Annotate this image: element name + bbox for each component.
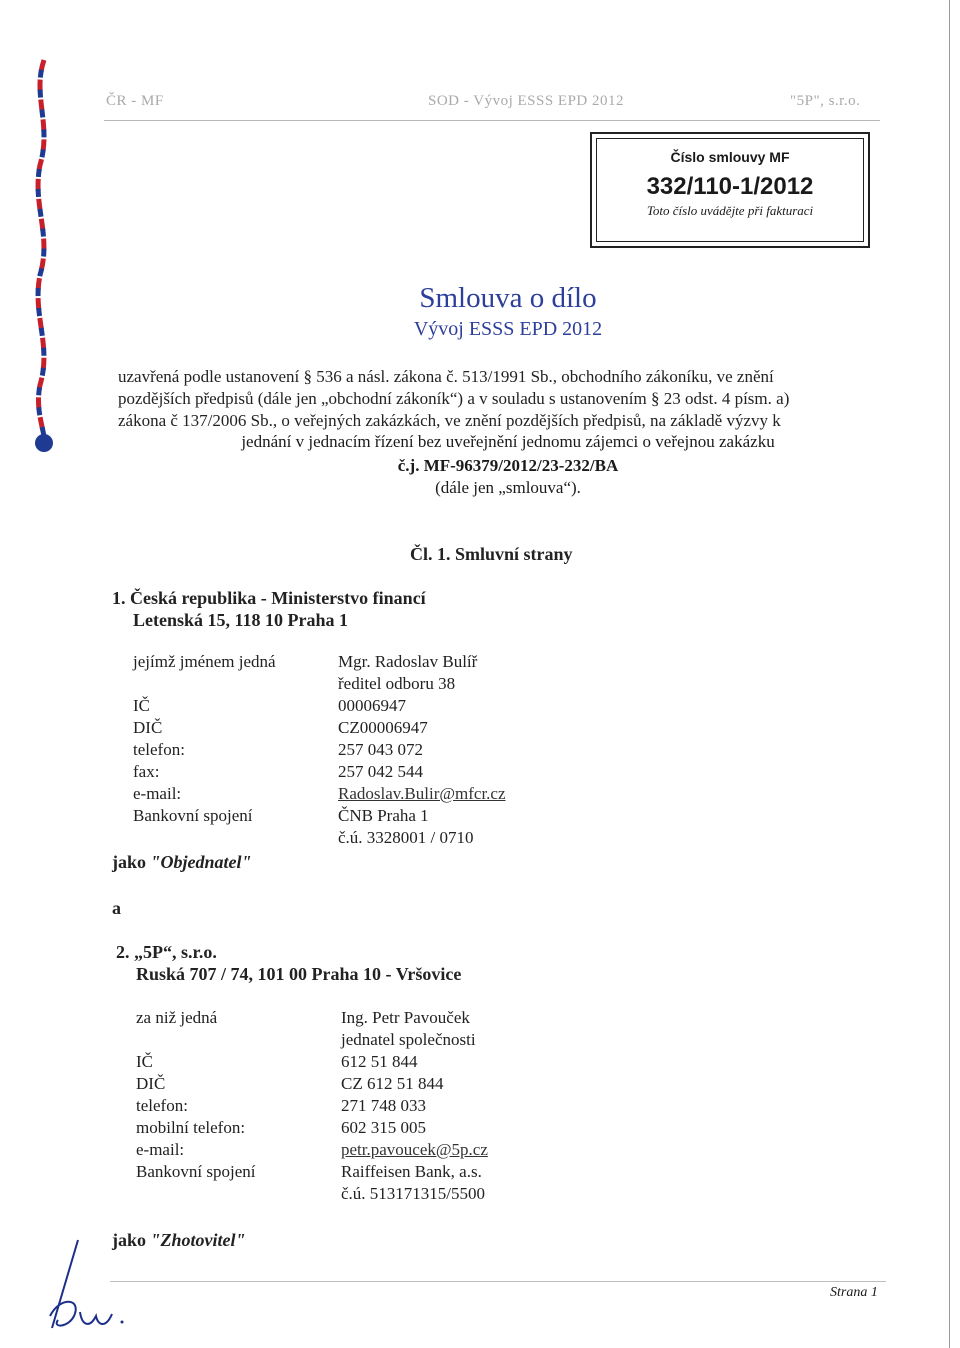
footer-rule <box>110 1281 886 1282</box>
tricolour-cord-icon <box>30 55 60 455</box>
party2-value: č.ú. 513171315/5500 <box>341 1184 486 1203</box>
intro-line-6: (dále jen „smlouva“). <box>435 478 581 497</box>
header-center: SOD - Vývoj ESSS EPD 2012 <box>428 93 625 109</box>
party2-role <box>112 1230 246 1251</box>
party2-value: Raiffeisen Bank, a.s. <box>341 1162 482 1181</box>
party2-label: mobilní telefon: <box>136 1118 246 1137</box>
party1-value: CZ00006947 <box>338 718 428 737</box>
party2-label: telefon: <box>136 1096 188 1115</box>
party2-value: jednatel společnosti <box>341 1030 476 1049</box>
section-heading: Čl. 1. Smluvní strany <box>410 544 573 564</box>
contract-number-box <box>590 132 870 248</box>
contract-number: 332/110-1/2012 <box>646 173 814 200</box>
party1-value: 00006947 <box>338 696 406 715</box>
party1-role-name: "Objednatel" <box>150 852 252 872</box>
party1-role <box>112 852 252 873</box>
party1-address: Letenská 15, 118 10 Praha 1 <box>133 610 349 630</box>
party1-label: DIČ <box>133 718 163 737</box>
party1-value: 257 043 072 <box>338 740 423 759</box>
party1-value: č.ú. 3328001 / 0710 <box>338 828 474 847</box>
document-subtitle: Vývoj ESSS EPD 2012 <box>413 318 603 340</box>
party2-role-prefix: jako <box>112 1230 151 1250</box>
page-edge <box>949 0 950 1348</box>
intro-line-1: uzavřená podle ustanovení § 536 a násl. zákona č. 513/1991 Sb., obchodního zákoníku, ve znění <box>118 367 774 386</box>
header-rule <box>104 120 880 121</box>
conjunction: a <box>112 898 121 918</box>
party1-label: e-mail: <box>133 784 182 803</box>
party1-role-prefix: jako <box>112 852 151 872</box>
party2-value: 612 51 844 <box>341 1052 418 1071</box>
signature-initials <box>40 1236 130 1336</box>
party2-role-name: "Zhotovitel" <box>150 1230 246 1250</box>
party1-value: ČNB Praha 1 <box>338 806 429 825</box>
contract-number-label: Číslo smlouvy MF <box>670 149 790 165</box>
party2-email-link[interactable]: petr.pavoucek@5p.cz <box>341 1140 488 1159</box>
intro-line-2: pozdějších předpisů (dále jen „obchodní zákoník“) a v souladu s ustanovením § 23 odst. 4 písm. a) <box>118 389 790 408</box>
intro-line-3: zákona č 137/2006 Sb., o veřejných zakázkách, ve znění pozdějších předpisů, na základě výzvy k <box>118 411 781 430</box>
party2-address: Ruská 707 / 74, 101 00 Praha 10 - Vršovice <box>136 964 462 984</box>
party2-heading: 2. „5P“, s.r.o. <box>116 942 217 962</box>
party2-label: e-mail: <box>136 1140 185 1159</box>
party1-label: fax: <box>133 762 160 781</box>
party2-value: 271 748 033 <box>341 1096 426 1115</box>
party1-heading: 1. Česká republika - Ministerstvo financí <box>112 588 426 608</box>
party2-value: Ing. Petr Pavouček <box>341 1008 470 1027</box>
header-left: ČR - MF <box>106 93 164 109</box>
party2-label: IČ <box>136 1052 153 1071</box>
document-title: Smlouva o dílo <box>419 282 597 314</box>
contract-number-note: Toto číslo uvádějte při fakturaci <box>646 203 814 218</box>
party1-value: 257 042 544 <box>338 762 423 781</box>
party2-label: za niž jedná <box>136 1008 218 1027</box>
intro-line-4: jednání v jednacím řízení bez uveřejnění jednomu zájemci o veřejnou zakázku <box>241 432 775 451</box>
party2-value: CZ 612 51 844 <box>341 1074 444 1093</box>
party1-label: jejímž jménem jedná <box>133 652 276 671</box>
party2-label: Bankovní spojení <box>136 1162 256 1181</box>
reference-number: č.j. MF-96379/2012/23-232/BA <box>397 456 619 475</box>
party2-label: DIČ <box>136 1074 166 1093</box>
party1-label: Bankovní spojení <box>133 806 253 825</box>
header-right: "5P", s.r.o. <box>790 93 861 109</box>
party2-value: 602 315 005 <box>341 1118 426 1137</box>
party1-label: telefon: <box>133 740 185 759</box>
party1-value: Mgr. Radoslav Bulíř <box>338 652 478 671</box>
party1-email-link[interactable]: Radoslav.Bulir@mfcr.cz <box>338 784 506 803</box>
party1-label: IČ <box>133 696 150 715</box>
page-number: Strana 1 <box>830 1285 878 1300</box>
party1-value: ředitel odboru 38 <box>338 674 456 693</box>
